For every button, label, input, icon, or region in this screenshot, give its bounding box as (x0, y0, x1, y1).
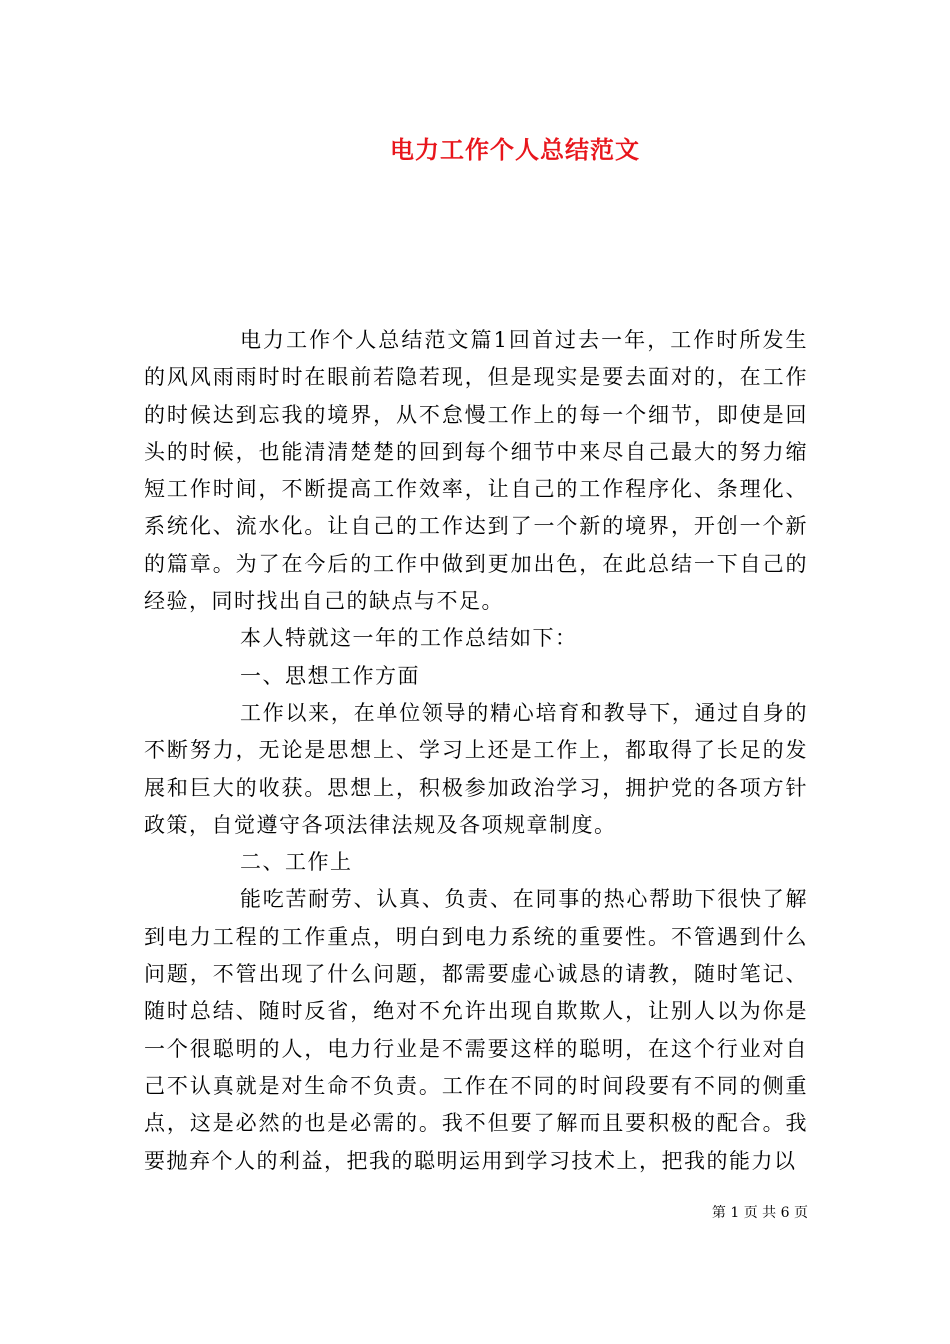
paragraph-intro: 电力工作个人总结范文篇1回首过去一年，工作时所发生的风风雨雨时时在眼前若隐若现，但是现实是要去面对的，在工作的时候达到忘我的境界，从不怠慢工作上的每一个细节，即使是回头的时候，也能清清楚楚的回到每个细节中来尽自己最大的努力缩短工作时间，不断提高工作效率，让自己的工作程序化、条理化、系统化、流水化。让自己的工作达到了一个新的境界，开创一个新的篇章。为了在今后的工作中做到更加出色，在此总结一下自己的经验，同时找出自己的缺点与不足。 (144, 328, 808, 614)
section-heading-work: 二、工作上 (240, 850, 353, 875)
paragraph-work: 能吃苦耐劳、认真、负责、在同事的热心帮助下很快了解到电力工程的工作重点，明白到电力系统的重要性。不管遇到什么问题，不管出现了什么问题，都需要虚心诚恳的请教，随时笔记、随时总结、随时反省，绝对不允许出现自欺欺人，让别人以为你是一个很聪明的人，电力行业是不需要这样的聪明，在这个行业对自己不认真就是对生命不负责。工作在不同的时间段要有不同的侧重点，这是必然的也是必需的。我不但要了解而且要积极的配合。我要抛弃个人的利益，把我的聪明运用到学习技术上，把我的能力以 (144, 887, 808, 1173)
page-number-footer: 第 1 页 共 6 页 (711, 1205, 808, 1221)
paragraph-summary-lead: 本人特就这一年的工作总结如下： (240, 626, 578, 651)
document-title: 电力工作个人总结范文 (390, 135, 640, 164)
document-body (144, 322, 808, 1180)
section-heading-thought: 一、思想工作方面 (240, 663, 420, 688)
paragraph-thought: 工作以来，在单位领导的精心培育和教导下，通过自身的不断努力，无论是思想上、学习上还是工作上，都取得了长足的发展和巨大的收获。思想上，积极参加政治学习，拥护党的各项方针政策，自觉遵守各项法律法规及各项规章制度。 (144, 700, 808, 837)
